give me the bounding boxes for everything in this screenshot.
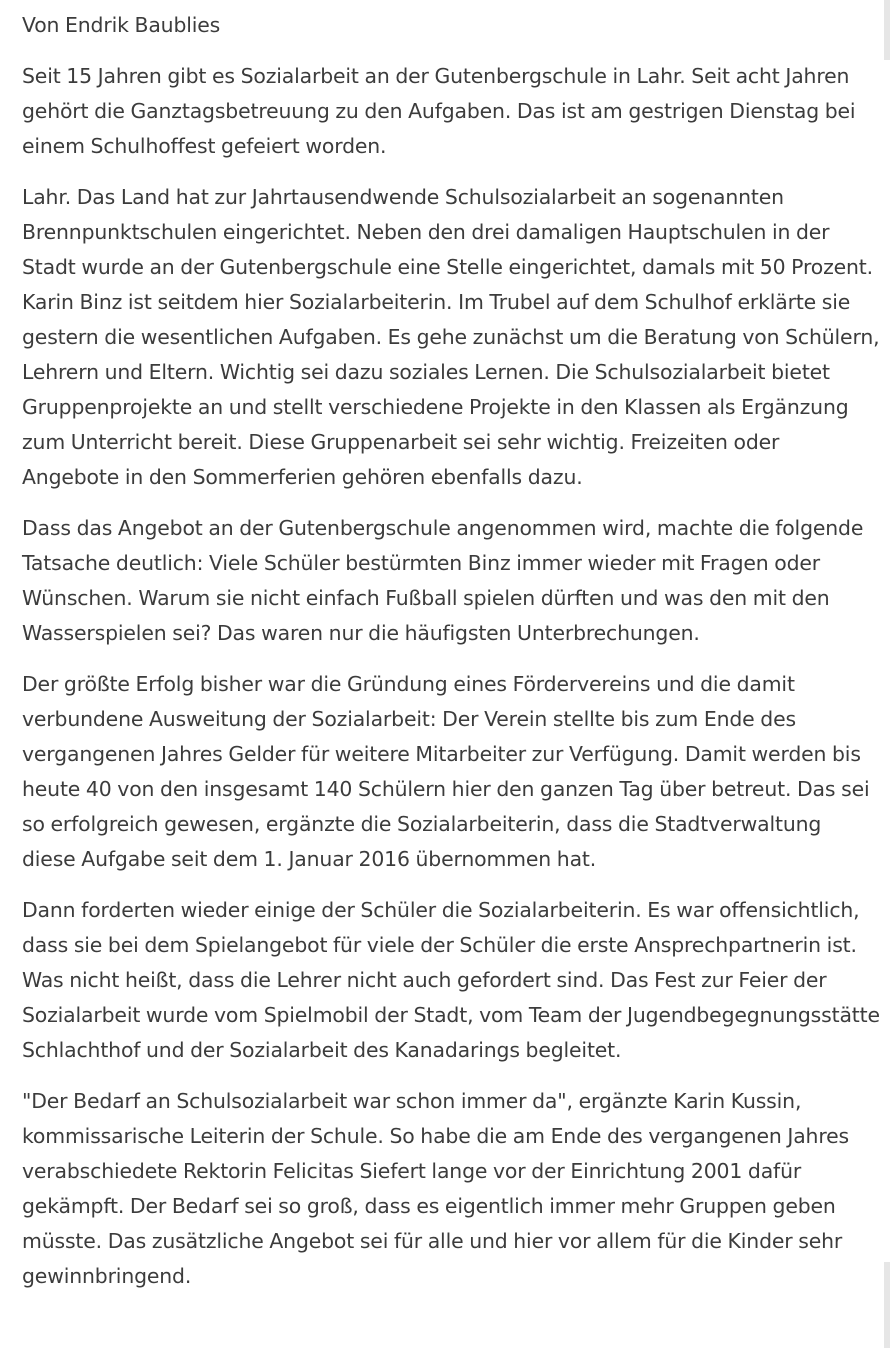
- article-paragraph: "Der Bedarf an Schulsozialarbeit war schon immer da", ergänzte Karin Kussin, kommissarische Leiterin der Schule. So habe die am Ende des vergangenen Jahres verabschiedete Rektorin Felicitas Siefert lange vor der Einrichtung 2001 dafür gekämpft. Der Bedarf sei so groß, dass es eigentlich immer mehr Gruppen geben müsste. Das zusätzliche Angebot sei für alle und hier vor allem für die Kinder sehr gewinnbringend.: [22, 1089, 849, 1288]
- article-lead: Seit 15 Jahren gibt es Sozialarbeit an der Gutenbergschule in Lahr. Seit acht Jahren gehört die Ganztagsbetreuung zu den Aufgaben. Das ist am gestrigen Dienstag bei einem Schulhoffest gefeiert worden.: [22, 64, 856, 158]
- article-body: [22, 8, 880, 1310]
- article-paragraph: Dann forderten wieder einige der Schüler die Sozialarbeiterin. Es war offensichtlich, dass sie bei dem Spielangebot für viele der Schüler die erste Ansprechpartnerin ist. Was nicht heißt, dass die Lehrer nicht auch gefordert sind. Das Fest zur Feier der Sozialarbeit wurde vom Spielmobil der Stadt, vom Team der Jugendbegegnungsstätte Schlachthof und der Sozialarbeit des Kanadarings begleitet.: [22, 898, 880, 1062]
- article-byline: Von Endrik Baublies: [22, 13, 221, 37]
- article-paragraph: Dass das Angebot an der Gutenbergschule angenommen wird, machte die folgende Tatsache deutlich: Viele Schüler bestürmten Binz immer wieder mit Fragen oder Wünschen. Warum sie nicht einfach Fußball spielen dürften und was den mit den Wasserspielen sei? Das waren nur die häufigsten Unterbrechungen.: [22, 516, 864, 645]
- scroll-edge-bottom: [884, 1262, 890, 1348]
- article-paragraph: Der größte Erfolg bisher war die Gründung eines Fördervereins und die damit verbundene Ausweitung der Sozialarbeit: Der Verein stellte bis zum Ende des vergangenen Jahres Gelder für weitere Mitarbeiter zur Verfügung. Damit werden bis heute 40 von den insgesamt 140 Schülern hier den ganzen Tag über betreut. Das sei so erfolgreich gewesen, ergänzte die Sozialarbeiterin, dass die Stadtverwaltung diese Aufgabe seit dem 1. Januar 2016 übernommen hat.: [22, 672, 870, 871]
- scroll-edge-top: [884, 0, 890, 60]
- article-paragraph: Lahr. Das Land hat zur Jahrtausendwende Schulsozialarbeit an sogenannten Brennpunktschulen eingerichtet. Neben den drei damaligen Hauptschulen in der Stadt wurde an der Gutenbergschule eine Stelle eingerichtet, damals mit 50 Prozent. Karin Binz ist seitdem hier Sozialarbeiterin. Im Trubel auf dem Schulhof erklärte sie gestern die wesentlichen Aufgaben. Es gehe zunächst um die Beratung von Schülern, Lehrern und Eltern. Wichtig sei dazu soziales Lernen. Die Schulsozialarbeit bietet Gruppenprojekte an und stellt verschiedene Projekte in den Klassen als Ergänzung zum Unterricht bereit. Diese Gruppenarbeit sei sehr wichtig. Freizeiten oder Angebote in den Sommerferien gehören ebenfalls dazu.: [22, 185, 880, 489]
